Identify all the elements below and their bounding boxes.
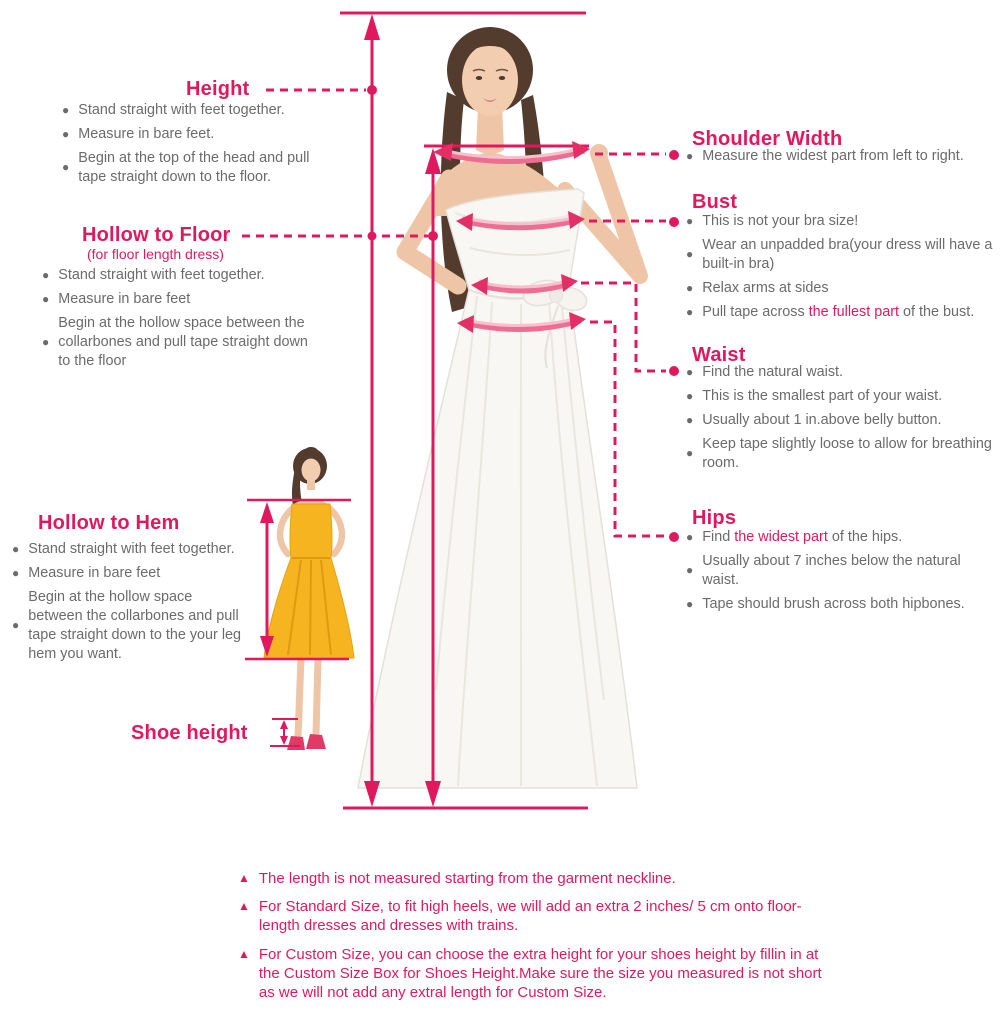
hips-title: Hips <box>692 507 737 529</box>
bullet-dot-icon: ● <box>686 563 694 578</box>
triangle-icon: ▲ <box>238 899 250 914</box>
bullet-dot-icon: ● <box>686 364 694 379</box>
bullet-dot-icon: ● <box>686 388 694 403</box>
bullet-item <box>686 236 998 274</box>
bullet-item <box>62 125 324 144</box>
bullet-item <box>686 528 998 547</box>
bullet-dot-icon: ● <box>686 596 694 611</box>
bullet-dot-icon: ● <box>12 565 20 580</box>
note-item <box>238 869 834 888</box>
bullet-dot-icon: ● <box>686 304 694 319</box>
bullet-text: Stand straight with feet together. <box>58 267 265 283</box>
bullet-item <box>686 595 998 614</box>
bullet-item <box>12 588 250 664</box>
hollow-to-hem-bullets <box>12 540 250 669</box>
bullet-item <box>42 266 312 285</box>
bullet-dot-icon: ● <box>686 446 694 461</box>
bullet-dot-icon: ● <box>686 247 694 262</box>
bullet-item <box>686 411 998 430</box>
bust-bullets <box>686 212 998 327</box>
bullet-dot-icon: ● <box>42 267 50 282</box>
bullet-text: Find the widest part of the hips. <box>702 529 903 545</box>
bullet-item <box>42 314 312 371</box>
bullet-dot-icon: ● <box>12 618 20 633</box>
bullet-item <box>686 363 998 382</box>
bullet-text: Begin at the top of the head and pull tape straight down to the floor. <box>78 150 310 186</box>
main-model-figure <box>358 27 640 788</box>
shoulder-width-bullets <box>686 147 998 171</box>
height-bullets <box>62 101 324 192</box>
waist-title: Waist <box>692 344 746 366</box>
bullet-text: Stand straight with feet together. <box>78 102 285 118</box>
bullet-item <box>686 212 998 231</box>
bullet-item <box>686 147 998 166</box>
triangle-icon: ▲ <box>238 871 250 885</box>
bullet-item <box>42 290 312 309</box>
bullet-item <box>12 564 250 583</box>
hollow-to-hem-title: Hollow to Hem <box>38 512 180 534</box>
bullet-item <box>686 552 998 590</box>
small-model-shoes <box>287 734 326 750</box>
small-model-legs <box>298 658 318 737</box>
bullet-text: This is not your bra size! <box>702 213 859 229</box>
bullet-text: Begin at the hollow space between the collarbones and pull tape straight down to the your leg hem you want. <box>28 589 242 663</box>
bullet-dot-icon: ● <box>686 529 694 544</box>
bullet-item <box>62 149 324 187</box>
bullet-dot-icon: ● <box>42 334 50 349</box>
bust-title: Bust <box>692 191 738 213</box>
bullet-text: Relax arms at sides <box>702 280 829 297</box>
bullet-text: Keep tape slightly loose to allow for breathing room. <box>702 436 992 472</box>
hollow-to-floor-subtitle: (for floor length dress) <box>87 246 224 262</box>
triangle-icon: ▲ <box>238 946 250 961</box>
bullet-item <box>686 303 998 322</box>
hips-bullets <box>686 528 998 619</box>
bullet-text: This is the smallest part of your waist. <box>702 388 943 405</box>
bullet-text: Wear an unpadded bra(your dress will have a built-in bra) <box>702 237 993 273</box>
bullet-item <box>686 435 998 473</box>
footer-notes <box>238 869 834 1011</box>
bullet-text: For Standard Size, to fit high heels, we will add an extra 2 inches/ 5 cm onto floor-length dresses and dresses with trains. <box>258 898 802 935</box>
bullet-item <box>686 387 998 406</box>
bullet-dot-icon: ● <box>42 291 50 306</box>
bullet-item <box>12 540 250 559</box>
bullet-item <box>686 279 998 298</box>
bullet-dot-icon: ● <box>62 102 70 117</box>
bullet-text: Measure in bare feet <box>28 565 161 582</box>
bullet-text: Usually about 1 in.above belly button. <box>702 412 942 429</box>
bullet-text: Usually about 7 inches below the natural waist. <box>702 553 961 589</box>
bullet-text: Begin at the hollow space between the collarbones and pull tape straight down to the floor <box>58 315 308 370</box>
bullet-dot-icon: ● <box>12 541 20 556</box>
note-item <box>238 945 834 1003</box>
hollow-to-floor-bullets <box>42 266 312 376</box>
waist-connector <box>581 283 666 371</box>
height-title: Height <box>186 78 250 100</box>
bullet-dot-icon: ● <box>686 148 694 163</box>
bullet-text: Pull tape across the fullest part of the bust. <box>702 304 975 321</box>
small-model-figure <box>264 447 354 750</box>
shoe-height-title: Shoe height <box>131 722 248 744</box>
bullet-text: For Custom Size, you can choose the extra height for your shoes height by fillin in at the Custom Size Box for Shoes Height.Make sure the size you measured is not short as we will not add any extral length for Custom Size. <box>258 945 822 1001</box>
bullet-item <box>62 101 324 120</box>
note-item <box>238 897 834 935</box>
bullet-text: Tape should brush across both hipbones. <box>702 596 965 613</box>
bullet-dot-icon: ● <box>686 213 694 228</box>
bullet-text: Measure in bare feet <box>58 291 191 308</box>
hips-connector <box>590 322 666 536</box>
bullet-text: Measure in bare feet. <box>78 126 215 143</box>
shoulder-width-title: Shoulder Width <box>692 128 843 150</box>
hollow-to-floor-title: Hollow to Floor <box>82 224 231 246</box>
bullet-text: The length is not measured starting from the garment neckline. <box>258 870 676 887</box>
bullet-text: Stand straight with feet together. <box>28 541 235 557</box>
bullet-dot-icon: ● <box>62 160 70 175</box>
bullet-dot-icon: ● <box>686 412 694 427</box>
bullet-dot-icon: ● <box>686 280 694 295</box>
bullet-dot-icon: ● <box>62 126 70 141</box>
bullet-text: Measure the widest part from left to right. <box>702 148 964 164</box>
waist-bullets <box>686 363 998 478</box>
bullet-text: Find the natural waist. <box>702 364 844 380</box>
